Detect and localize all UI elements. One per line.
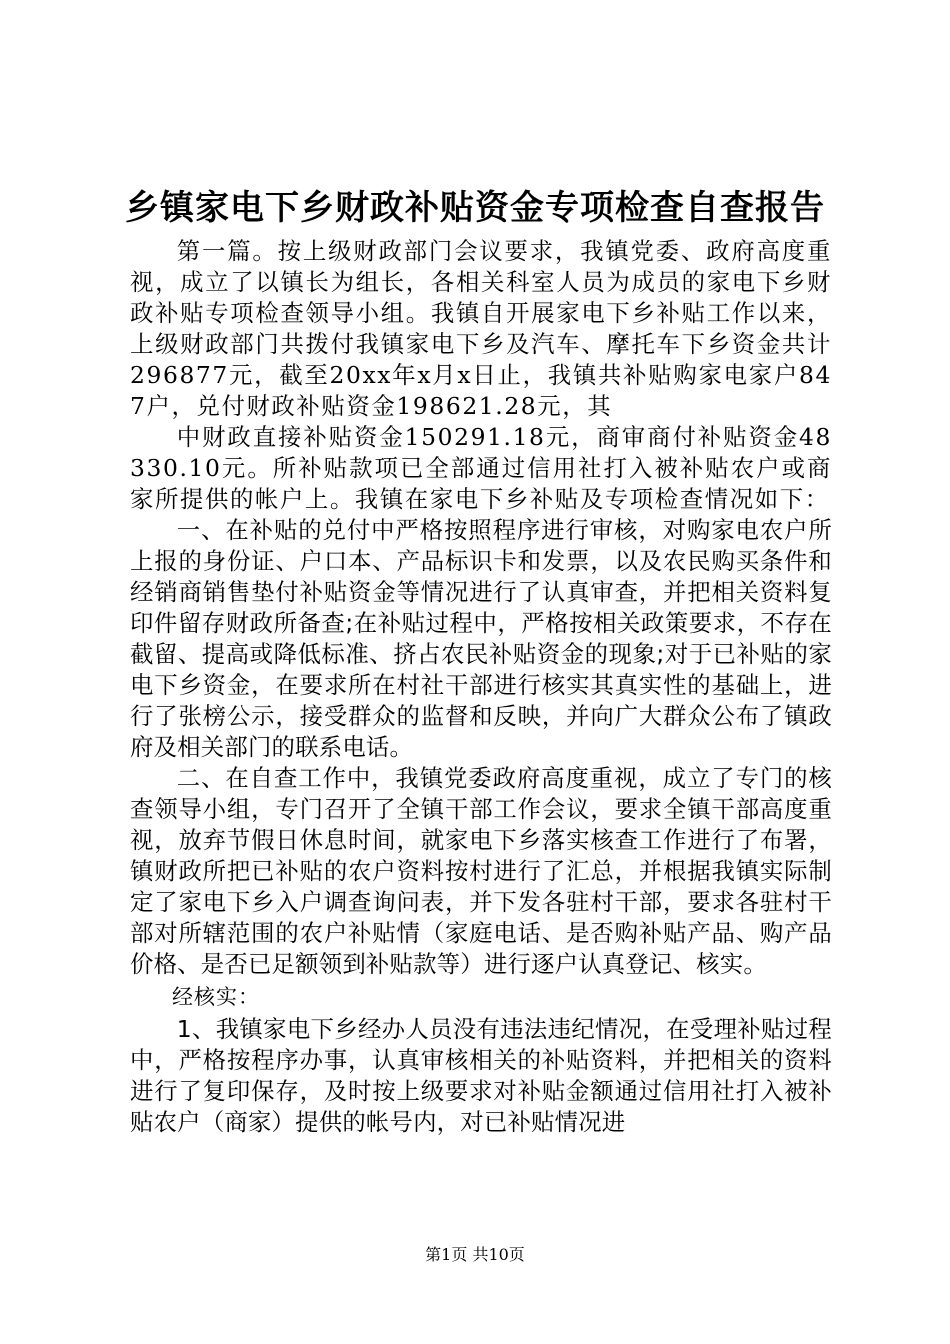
paragraph-funds: 中财政直接补贴资金150291.18元，商审商付补贴资金48330.10元。所补贴款项已全部通过信用社打入被补贴农户或商家所提供的帐户上。我镇在家电下乡补贴及专项检查情况如下： bbox=[130, 423, 832, 513]
paragraph-finding-one: 1、我镇家电下乡经办人员没有违法违纪情况，在受理补贴过程中，严格按程序办事，认真审核相关的补贴资料，并把相关的资料进行了复印保存，及时按上级要求对补贴金额通过信用社打入被补贴农户（商家）提供的帐号内，对已补贴情况进 bbox=[130, 1015, 832, 1136]
page-number: 第1页 共10页 bbox=[425, 1245, 525, 1264]
paragraph-section-two: 二、在自查工作中，我镇党委政府高度重视，成立了专门的核查领导小组，专门召开了全镇干部工作会议，要求全镇干部高度重视，放弃节假日休息时间，就家电下乡落实核查工作进行了布署，镇财政所把已补贴的农户资料按村进行了汇总，并根据我镇实际制定了家电下乡入户调查询问表，并下发各驻村干部，要求各驻村干部对所辖范围的农户补贴情（家庭电话、是否购补贴产品、购产品价格、是否已足额领到补贴款等）进行逐户认真登记、核实。 bbox=[130, 764, 832, 978]
document-title: 乡镇家电下乡财政补贴资金专项检查自查报告 bbox=[125, 188, 825, 228]
paragraph-intro: 第一篇。按上级财政部门会议要求，我镇党委、政府高度重视，成立了以镇长为组长，各相关科室人员为成员的家电下乡财政补贴专项检查领导小组。我镇自开展家电下乡补贴工作以来，上级财政部门共拨付我镇家电下乡及汽车、摩托车下乡资金共计296877元，截至20xx年x月x日止，我镇共补贴购家电家户847户，兑付财政补贴资金198621.28元，其 bbox=[130, 237, 832, 420]
paragraph-verified-heading: 经核实： bbox=[172, 985, 260, 1009]
paragraph-section-one: 一、在补贴的兑付中严格按照程序进行审核，对购家电农户所上报的身份证、户口本、产品标识卡和发票，以及农民购买条件和经销商销售垫付补贴资金等情况进行了认真审查，并把相关资料复印件留存财政所备查;在补贴过程中，严格按相关政策要求，不存在截留、提高或降低标准、挤占农民补贴资金的现象;对于已补贴的家电下乡资金，在要求所在村社干部进行核实其真实性的基础上，进行了张榜公示，接受群众的监督和反映，并向广大群众公布了镇政府及相关部门的联系电话。 bbox=[130, 516, 832, 761]
document-body bbox=[130, 236, 832, 1138]
